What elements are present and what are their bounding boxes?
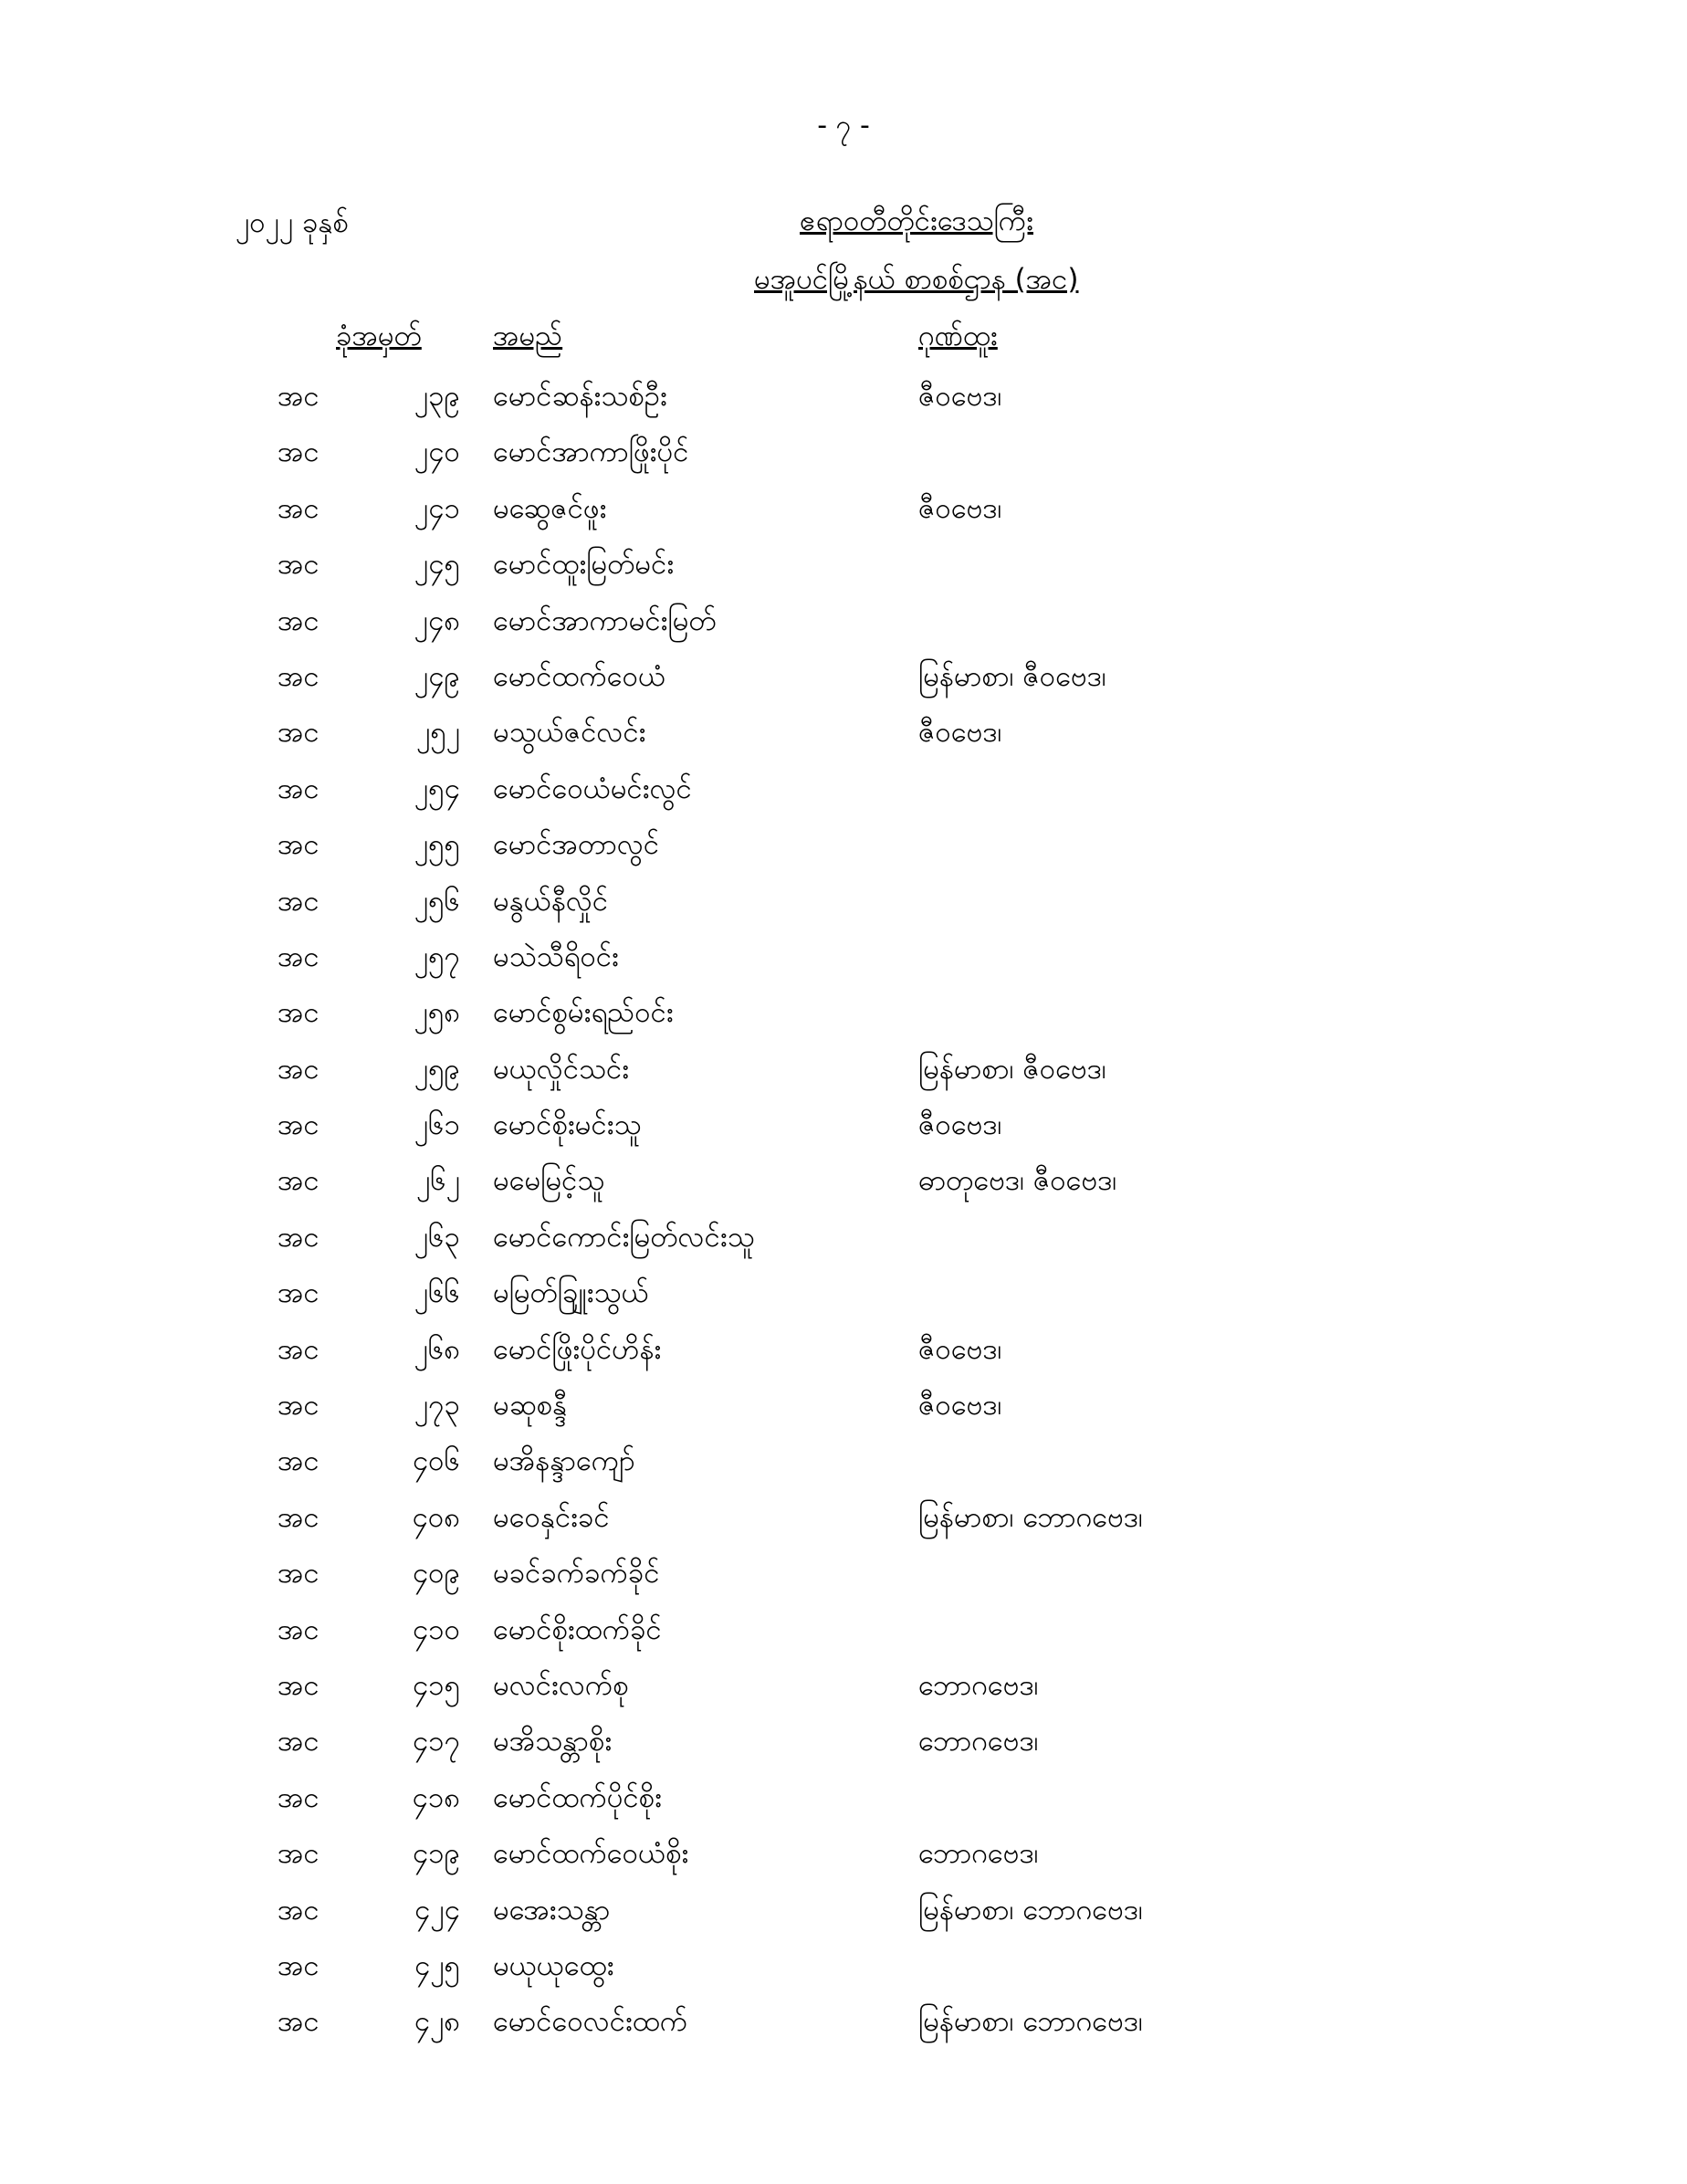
roll-number: ၂၆၂ (416, 1164, 460, 1198)
distinctions: ဘောဂဗေဒ၊ (918, 1725, 1039, 1759)
roll-number: ၂၆၃ (414, 1220, 460, 1254)
roll-number: ၄၁၅ (412, 1668, 460, 1702)
student-name: မောင်ထူးမြတ်မင်း (493, 548, 675, 582)
exam-center-code: အင (278, 1276, 320, 1310)
student-name: မောင်အာကာမင်းမြတ် (493, 604, 717, 637)
table-row (0, 1996, 1687, 2052)
table-row (0, 1828, 1687, 1884)
student-name: မောင်ထက်ပိုင်စိုး (493, 1780, 662, 1814)
distinctions: ဇီဝဗေဒ၊ (918, 1108, 1002, 1142)
roll-number: ၂၅၈ (414, 996, 460, 1030)
table-row (0, 595, 1687, 651)
student-name: မောင်ဝေလင်းထက် (493, 2005, 688, 2039)
roll-number: ၂၄၁ (414, 491, 460, 525)
table-row (0, 1716, 1687, 1771)
exam-center-code: အင (278, 1108, 320, 1142)
student-name: မအိနန္ဒာကျော် (493, 1444, 635, 1478)
student-name: မလင်းလက်စု (493, 1668, 629, 1702)
roll-number: ၂၆၁ (414, 1108, 460, 1142)
roll-number: ၄၁၉ (412, 1837, 460, 1871)
roll-number: ၂၃၉ (414, 380, 460, 413)
roll-number: ၄၁၇ (412, 1725, 460, 1759)
exam-center-code: အင (278, 1893, 320, 1927)
exam-center-code: အင (278, 828, 320, 862)
roll-number: ၂၅၂ (416, 716, 460, 750)
exam-center-code: အင (278, 380, 320, 413)
exam-center-code: အင (278, 548, 320, 582)
student-name: မောင်အတာလွင် (493, 828, 660, 862)
exam-center-code: အင (278, 884, 320, 918)
exam-center-code: အင (278, 1780, 320, 1814)
page-number: - ၇ - (817, 110, 870, 142)
distinctions: မြန်မာစာ၊ ဘောဂဗေဒ၊ (918, 2005, 1143, 2039)
distinctions: ဇီဝဗေဒ၊ (918, 380, 1002, 413)
exam-center-code: အင (278, 1052, 320, 1086)
exam-center-code: အင (278, 716, 320, 750)
student-name: မသွယ်ဇင်လင်း (493, 716, 646, 750)
exam-center-code: အင (278, 1837, 320, 1871)
exam-center-code: အင (278, 1444, 320, 1478)
student-name: မောင်ဖြိုးပိုင်ဟိန်း (493, 1332, 662, 1366)
distinctions: ဘောဂဗေဒ၊ (918, 1668, 1039, 1702)
exam-center-code: အင (278, 1557, 320, 1591)
table-row (0, 1604, 1687, 1660)
roll-number: ၂၄၅ (414, 548, 460, 582)
table-row (0, 1435, 1687, 1491)
student-name: မောင်ကောင်းမြတ်လင်းသူ (493, 1220, 755, 1254)
exam-center-code: အင (278, 1389, 320, 1423)
student-name: မနွယ်နီလှိုင် (493, 884, 609, 918)
exam-center-code: အင (278, 996, 320, 1030)
roll-number: ၂၆၈ (414, 1332, 460, 1366)
exam-center-code: အင (278, 2005, 320, 2039)
roll-number: ၄၀၆ (412, 1444, 460, 1478)
table-row (0, 987, 1687, 1043)
exam-center-code: အင (278, 940, 320, 973)
student-name: မဆွေဇင်ဖူး (493, 491, 607, 525)
student-name: မောင်အာကာဖြိုးပိုင် (493, 436, 689, 469)
table-row (0, 539, 1687, 594)
exam-center-code: အင (278, 1500, 320, 1534)
exam-center-code: အင (278, 491, 320, 525)
student-name: မအေးသန္တာ (493, 1893, 611, 1927)
roll-number: ၂၄၉ (414, 659, 460, 693)
table-row (0, 1885, 1687, 1940)
exam-center-code: အင (278, 772, 320, 805)
exam-center-code: အင (278, 1220, 320, 1254)
distinctions: ဇီဝဗေဒ၊ (918, 491, 1002, 525)
exam-center-code: အင (278, 659, 320, 693)
distinctions: မြန်မာစာ၊ ဇီဝဗေဒ၊ (918, 659, 1106, 693)
roll-number: ၂၄၀ (414, 436, 460, 469)
student-name: မောင်ထက်ဝေယံစိုး (493, 1837, 689, 1871)
table-row (0, 1492, 1687, 1548)
distinctions: ဇီဝဗေဒ၊ (918, 1389, 1002, 1423)
table-row (0, 763, 1687, 819)
roll-number: ၂၅၉ (414, 1052, 460, 1086)
roll-number: ၄၂၅ (414, 1948, 460, 1982)
roll-number: ၄၁၀ (412, 1612, 460, 1646)
table-row (0, 1267, 1687, 1323)
table-row (0, 1155, 1687, 1211)
region-title: ဧရာဝတီတိုင်းဒေသကြီး (800, 205, 1033, 237)
exam-center-code: အင (278, 1612, 320, 1646)
table-row (0, 426, 1687, 482)
exam-center-code: အင (278, 436, 320, 469)
distinctions: မြန်မာစာ၊ ဇီဝဗေဒ၊ (918, 1052, 1106, 1086)
student-name: မယုယုထွေး (493, 1948, 614, 1982)
roll-number: ၄၂၈ (414, 2005, 460, 2039)
table-row (0, 1324, 1687, 1380)
distinctions: မြန်မာစာ၊ ဘောဂဗေဒ၊ (918, 1500, 1143, 1534)
student-name: မောင်စွမ်းရည်ဝင်း (493, 996, 674, 1030)
exam-center-code: အင (278, 1725, 320, 1759)
exam-center-code: အင (278, 1948, 320, 1982)
exam-center-code: အင (278, 1332, 320, 1366)
column-header-name: အမည် (493, 320, 563, 352)
roll-number: ၂၄၈ (414, 604, 460, 637)
roll-number: ၄၂၄ (414, 1893, 460, 1927)
student-name: မခင်ခက်ခက်ခိုင် (493, 1557, 660, 1591)
student-name: မယုလှိုင်သင်း (493, 1052, 630, 1086)
table-row (0, 483, 1687, 539)
table-row (0, 819, 1687, 875)
table-row (0, 371, 1687, 426)
distinctions: ဓာတုဗေဒ၊ ဇီဝဗေဒ၊ (918, 1164, 1117, 1198)
student-name: မောင်ဆန်းသစ်ဦး (493, 380, 667, 413)
roll-number: ၂၅၅ (414, 828, 460, 862)
table-row (0, 876, 1687, 931)
student-name: မဝေနှင်းခင် (493, 1500, 610, 1534)
roll-number: ၂၆၆ (414, 1276, 460, 1310)
column-header-distinctions: ဂုဏ်ထူး (918, 320, 998, 352)
table-row (0, 1212, 1687, 1267)
roll-number: ၂၅၇ (414, 940, 460, 973)
column-header-roll-number: ခုံအမှတ် (336, 320, 422, 352)
student-name: မောင်ဝေယံမင်းလွင် (493, 772, 692, 805)
table-row (0, 1772, 1687, 1828)
roll-number: ၄၁၈ (412, 1780, 460, 1814)
roll-number: ၄၀၉ (412, 1557, 460, 1591)
student-name: မဆုစန္ဒီ (493, 1389, 568, 1423)
student-name: မောင်စိုးမင်းသူ (493, 1108, 642, 1142)
table-row (0, 707, 1687, 762)
table-row (0, 1940, 1687, 1996)
table-row (0, 931, 1687, 987)
student-name: မသဲသီရိဝင်း (493, 940, 619, 973)
exam-center-code: အင (278, 1668, 320, 1702)
roll-number: ၂၅၄ (414, 772, 460, 805)
exam-center-code: အင (278, 1164, 320, 1198)
exam-center-code: အင (278, 604, 320, 637)
student-name: မောင်စိုးထက်ခိုင် (493, 1612, 662, 1646)
roll-number: ၂၇၃ (414, 1389, 460, 1423)
table-row (0, 1099, 1687, 1155)
table-row (0, 1660, 1687, 1716)
distinctions: မြန်မာစာ၊ ဘောဂဗေဒ၊ (918, 1893, 1143, 1927)
roll-number: ၂၅၆ (414, 884, 460, 918)
student-name: မောင်ထက်ဝေယံ (493, 659, 666, 693)
table-row (0, 1380, 1687, 1435)
results-list (0, 371, 1687, 2053)
student-name: မအိသန္တာစိုး (493, 1725, 613, 1759)
table-row (0, 651, 1687, 707)
distinctions: ဘောဂဗေဒ၊ (918, 1837, 1039, 1871)
student-name: မမြတ်ချြုးသွယ် (493, 1276, 649, 1310)
student-name: မမေမြင့်သူ (493, 1164, 605, 1198)
distinctions: ဇီဝဗေဒ၊ (918, 716, 1002, 750)
distinctions: ဇီဝဗေဒ၊ (918, 1332, 1002, 1366)
roll-number: ၄၀၈ (412, 1500, 460, 1534)
table-row (0, 1548, 1687, 1603)
table-row (0, 1044, 1687, 1099)
exam-center-title: မအူပင်မြို့နယ် စာစစ်ဌာန (အင) (754, 263, 1079, 296)
exam-year: ၂၀၂၂ ခုနှစ် (236, 206, 349, 239)
